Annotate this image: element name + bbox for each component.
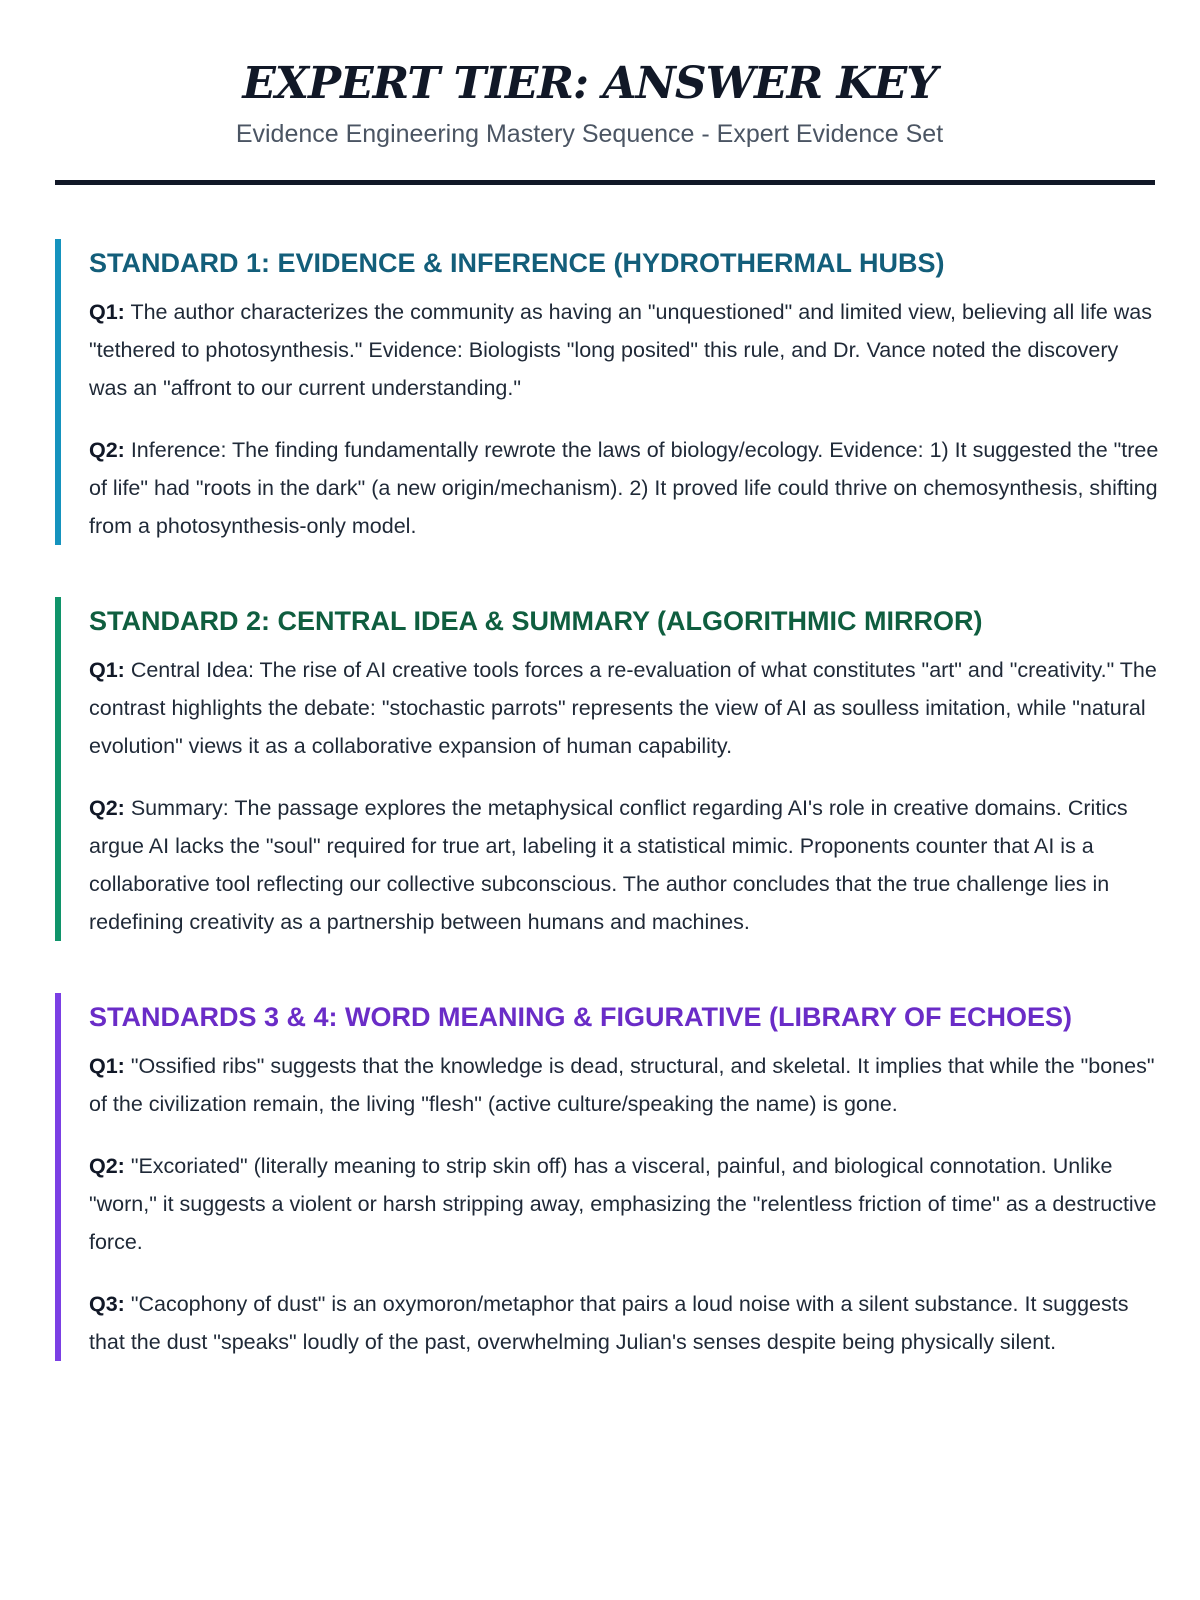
section-title: STANDARD 1: EVIDENCE & INFERENCE (HYDROTHERMAL HUBS) bbox=[89, 248, 945, 278]
question-label: Q1: bbox=[89, 1054, 125, 1078]
question-label: Q3: bbox=[89, 1292, 125, 1316]
header-divider bbox=[55, 180, 1155, 185]
question-label: Q1: bbox=[89, 300, 125, 324]
standards-3-4-section bbox=[55, 993, 1161, 1361]
answer-text: Inference: The finding fundamentally rewrote the laws of biology/ecology. Evidence: 1) It suggested the "tree of life" had "roots in the dark" (a new origin/mechanism). 2) It proved life could thrive on chemosynthesis, shifting from a photosynthesis-only model. bbox=[89, 438, 1159, 538]
answer-text: "Ossified ribs" suggests that the knowledge is dead, structural, and skeletal. It implies that while the "bones" of the civilization remain, the living "flesh" (active culture/speaking the name) is gone. bbox=[89, 1054, 1155, 1116]
page-subtitle: Evidence Engineering Mastery Sequence - Expert Evidence Set bbox=[235, 120, 944, 148]
question-answer bbox=[89, 431, 1161, 545]
question-answer bbox=[89, 293, 1161, 407]
question-answer bbox=[89, 789, 1161, 941]
answer-text: "Cacophony of dust" is an oxymoron/metaphor that pairs a loud noise with a silent substance. It suggests that the dust "speaks" loudly of the past, overwhelming Julian's senses despite being physically silent. bbox=[89, 1292, 1129, 1354]
section-title: STANDARDS 3 & 4: WORD MEANING & FIGURATIVE (LIBRARY OF ECHOES) bbox=[89, 1002, 1073, 1032]
answer-text: The author characterizes the community as having an "unquestioned" and limited view, believing all life was "tethered to photosynthesis." Evidence: Biologists "long posited" this rule, and Dr. Vance noted the discovery was an "affront to our current understanding." bbox=[89, 300, 1152, 400]
question-answer bbox=[89, 651, 1161, 765]
question-label: Q2: bbox=[89, 438, 125, 462]
page-header bbox=[55, 0, 1124, 185]
answer-text: Central Idea: The rise of AI creative tools forces a re-evaluation of what constitutes "art" and "creativity." The contrast highlights the debate: "stochastic parrots" represents the view of AI as soulless imitation, while "natural evolution" views it as a collaborative expansion of human capability. bbox=[89, 658, 1157, 758]
section-title: STANDARD 2: CENTRAL IDEA & SUMMARY (ALGORITHMIC MIRROR) bbox=[89, 606, 983, 636]
question-label: Q2: bbox=[89, 1154, 125, 1178]
standard-1-section bbox=[55, 239, 1161, 545]
answer-text: "Excoriated" (literally meaning to strip skin off) has a visceral, painful, and biological connotation. Unlike "worn," it suggests a violent or harsh stripping away, emphasizing the "relentless friction of time" as a destructive force. bbox=[89, 1154, 1157, 1254]
question-answer bbox=[89, 1147, 1161, 1261]
standard-2-section bbox=[55, 597, 1161, 941]
answer-text: Summary: The passage explores the metaphysical conflict regarding AI's role in creative domains. Critics argue AI lacks the "soul" required for true art, labeling it a statistical mimic. Proponents counter that AI is a collaborative tool reflecting our collective subconscious. The author concludes that the true challenge lies in redefining creativity as a partnership between humans and machines. bbox=[89, 796, 1128, 934]
question-answer bbox=[89, 1047, 1161, 1123]
question-answer bbox=[89, 1285, 1161, 1361]
question-label: Q1: bbox=[89, 658, 125, 682]
page-title: EXPERT TIER: ANSWER KEY bbox=[242, 58, 937, 109]
question-label: Q2: bbox=[89, 796, 125, 820]
